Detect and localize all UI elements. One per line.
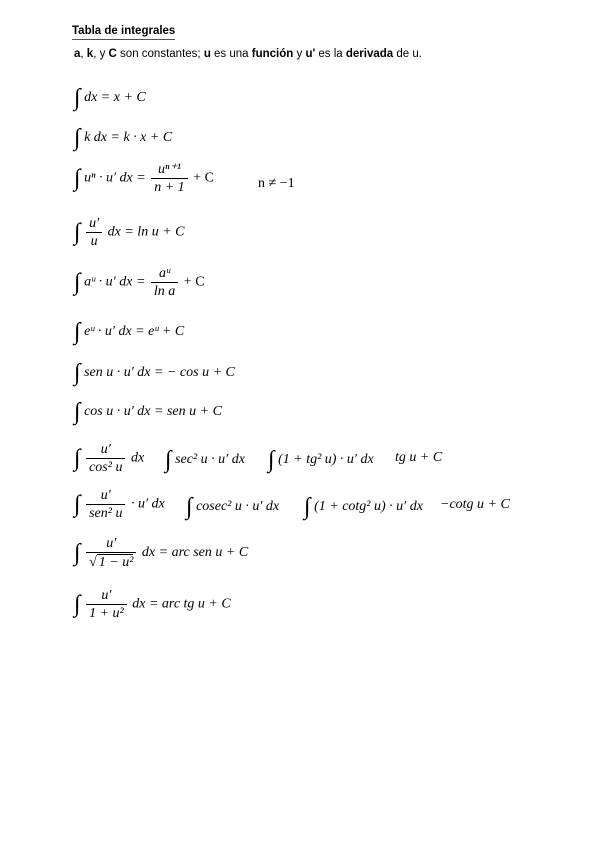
integral-sign: ∫ xyxy=(74,445,81,472)
integral-sign: ∫ xyxy=(74,269,81,296)
denominator: sen² u xyxy=(89,506,123,521)
denominator: u xyxy=(90,234,98,249)
sep: , xyxy=(80,48,87,60)
integral-sign: ∫ xyxy=(74,125,81,151)
formula-text: tg u + C xyxy=(395,450,443,465)
formula-text: sen u · u′ dx = − cos u + C xyxy=(84,365,235,380)
formula-10a xyxy=(74,488,165,521)
fraction xyxy=(86,536,136,570)
subtitle xyxy=(74,47,422,61)
formula-text: k dx = k · x + C xyxy=(84,130,173,145)
denominator: cos² u xyxy=(89,460,123,475)
denominator: n + 1 xyxy=(154,180,185,195)
fraction xyxy=(151,162,187,195)
formula-3 xyxy=(74,162,214,195)
word-derivada: derivada xyxy=(345,48,394,60)
formula-7 xyxy=(74,360,235,386)
formula-11 xyxy=(74,536,248,570)
sep: , y xyxy=(93,48,109,60)
numerator: u′ xyxy=(86,488,125,505)
formula-text: dx xyxy=(130,450,145,466)
numerator: uⁿ⁺¹ xyxy=(151,162,187,179)
integral-sign: ∫ xyxy=(74,85,81,111)
numerator: u′ xyxy=(86,216,102,233)
formula-text: cosec² u · u′ dx xyxy=(196,499,280,514)
integral-sign: ∫ xyxy=(186,494,193,520)
integral-sign: ∫ xyxy=(74,399,81,425)
formula-8 xyxy=(74,399,222,425)
formula-10c xyxy=(304,494,423,520)
formula-10d xyxy=(440,497,510,513)
integral-sign: ∫ xyxy=(74,540,81,567)
formula-1 xyxy=(74,85,146,111)
formula-text: sec² u · u′ dx xyxy=(175,452,245,467)
denominator: ln a xyxy=(153,284,176,299)
formula-text: −cotg u + C xyxy=(440,497,510,512)
const-a: a xyxy=(74,48,81,60)
text: de u. xyxy=(393,48,422,60)
denominator: √ 1 − u² xyxy=(89,555,134,570)
integral-sign: ∫ xyxy=(74,219,81,246)
denominator: 1 + u² xyxy=(89,606,124,621)
fraction xyxy=(86,488,125,521)
formula-text: dx = x + C xyxy=(84,90,146,105)
integral-sign: ∫ xyxy=(304,494,311,520)
formula-text: dx = arc tg u + C xyxy=(132,596,231,612)
fraction xyxy=(86,216,102,249)
text: es una xyxy=(210,48,252,60)
text: son constantes; xyxy=(116,48,204,60)
formula-5 xyxy=(74,266,205,299)
formula-9a xyxy=(74,442,144,475)
condition: n ≠ −1 xyxy=(258,176,295,191)
integral-sign: ∫ xyxy=(74,360,81,386)
formula-6 xyxy=(74,319,185,345)
formula-text: eᵘ · u′ dx = eᵘ + C xyxy=(84,324,185,339)
formula-text: + C xyxy=(193,170,214,186)
formula-4 xyxy=(74,216,184,249)
formula-2 xyxy=(74,125,173,151)
var-uprime: u' xyxy=(305,48,316,60)
formula-9d xyxy=(395,450,442,466)
const-c: C xyxy=(108,48,117,60)
integral-sign: ∫ xyxy=(74,319,81,345)
formula-9b xyxy=(165,447,245,473)
text: es la xyxy=(315,48,346,60)
formula-12 xyxy=(74,588,231,621)
numerator: u′ xyxy=(86,442,125,459)
integral-sign: ∫ xyxy=(74,165,81,192)
numerator: u′ xyxy=(86,536,136,553)
numerator: aᵘ xyxy=(151,266,178,283)
word-funcion: función xyxy=(251,48,294,60)
formula-text: + C xyxy=(183,274,205,290)
var-u: u xyxy=(203,48,211,60)
formula-text: dx = ln u + C xyxy=(107,224,185,240)
text: y xyxy=(293,48,306,60)
formula-text: (1 + cotg² u) · u′ dx xyxy=(314,499,423,514)
formula-text: · u′ dx xyxy=(130,496,165,512)
formula-text: aᵘ · u′ dx = xyxy=(84,274,146,290)
integral-sign: ∫ xyxy=(74,591,81,618)
integral-sign: ∫ xyxy=(74,491,81,518)
formula-9c xyxy=(268,447,374,473)
radicand: 1 − u² xyxy=(98,555,134,570)
formula-10b xyxy=(186,494,280,520)
integral-sign: ∫ xyxy=(268,447,275,473)
integral-sign: ∫ xyxy=(165,447,172,473)
const-k: k xyxy=(86,48,94,60)
fraction xyxy=(86,442,125,475)
formula-text: cos u · u′ dx = sen u + C xyxy=(84,404,222,419)
formula-text: uⁿ · u′ dx = xyxy=(84,170,146,186)
fraction xyxy=(86,588,127,621)
fraction xyxy=(151,266,178,299)
formula-text: dx = arc sen u + C xyxy=(141,545,249,561)
document-title: Tabla de integrales xyxy=(72,24,175,40)
numerator: u′ xyxy=(86,588,127,605)
formula-text: (1 + tg² u) · u′ dx xyxy=(278,452,374,467)
